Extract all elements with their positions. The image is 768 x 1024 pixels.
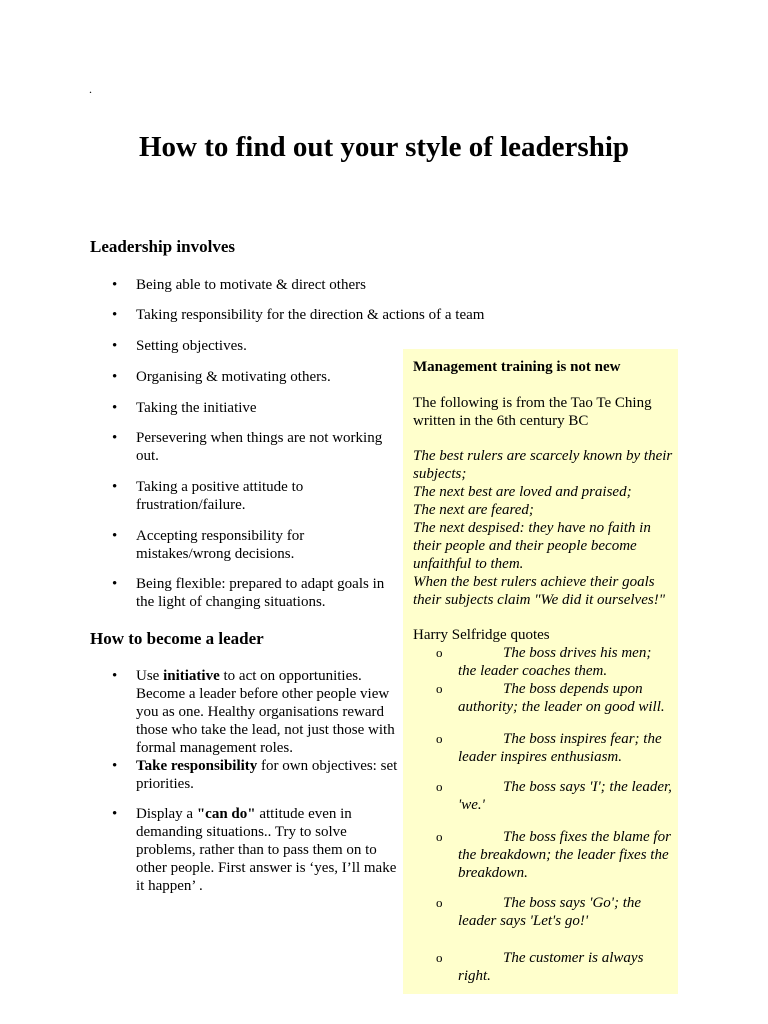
quote-text: The boss depends upon authority; the leader on good will.	[458, 681, 665, 715]
quotes-heading: Harry Selfridge quotes	[413, 627, 550, 643]
list-item-text: Use initiative to act on opportunities. Become a leader before other people view you as one. Healthy organisations reward those who take the lead, not just those with formal management roles.	[136, 668, 395, 756]
bullet-icon: •	[112, 528, 118, 544]
list-item-text: Being flexible: prepared to adapt goals in the light of changing situations.	[136, 576, 385, 610]
quote-text: The boss drives his men; the leader coaches them.	[458, 645, 652, 679]
quote-text: The boss says 'Go'; the leader says 'Let's go!'	[458, 895, 642, 929]
bullet-icon: •	[112, 338, 118, 354]
circle-bullet-icon: o	[436, 829, 443, 844]
list-item-text: Persevering when things are not working out.	[136, 430, 383, 464]
bullet-icon: •	[112, 369, 118, 385]
section-heading-become-leader: How to become a leader	[90, 629, 264, 648]
list-item-text: Accepting responsibility for mistakes/wrong decisions.	[136, 528, 305, 562]
circle-bullet-icon: o	[436, 731, 443, 746]
circle-bullet-icon: o	[436, 779, 443, 794]
section-heading-leadership-involves: Leadership involves	[90, 237, 235, 256]
bullet-icon: •	[112, 758, 118, 774]
tao-te-ching-poem	[413, 447, 675, 609]
page-title: How to find out your style of leadership	[138, 131, 630, 163]
bullet-icon: •	[112, 430, 118, 446]
bullet-icon: •	[112, 806, 118, 822]
poem-line: The next despised: they have no faith in their people and their people become unfaithful to them.	[413, 520, 651, 572]
poem-line: The best rulers are scarcely known by their subjects;	[413, 448, 673, 482]
poem-line: When the best rulers achieve their goals their subjects claim "We did it ourselves!"	[413, 574, 666, 608]
poem-line: The next are feared;	[413, 502, 534, 518]
quote-text: The boss inspires fear; the leader inspires enthusiasm.	[458, 731, 662, 765]
quote-text: The boss fixes the blame for the breakdown; the leader fixes the breakdown.	[458, 829, 671, 881]
sidebar-title: Management training is not new	[413, 359, 621, 375]
circle-bullet-icon: o	[436, 950, 443, 965]
circle-bullet-icon: o	[436, 681, 443, 696]
bullet-icon: •	[112, 668, 118, 684]
sidebar-intro: The following is from the Tao Te Ching written in the 6th century BC	[413, 395, 652, 429]
quote-text: The customer is always right.	[458, 950, 644, 984]
circle-bullet-icon: o	[436, 645, 443, 660]
quote-text: The boss says 'I'; the leader, 'we.'	[458, 779, 672, 813]
list-item-text: Taking a positive attitude to frustration/failure.	[136, 479, 304, 513]
list-item-text: Take responsibility for own objectives: set priorities.	[136, 758, 398, 792]
bullet-icon: •	[112, 479, 118, 495]
circle-bullet-icon: o	[436, 895, 443, 910]
bullet-icon: •	[112, 277, 118, 293]
bullet-icon: •	[112, 400, 118, 416]
bullet-icon: •	[112, 307, 118, 323]
poem-line: The next best are loved and praised;	[413, 484, 632, 500]
list-item-text: Taking responsibility for the direction & actions of a team	[136, 307, 485, 323]
bullet-icon: •	[112, 576, 118, 592]
list-item-text: Taking the initiative	[136, 400, 257, 416]
stray-dot: .	[89, 82, 92, 96]
list-item-text: Setting objectives.	[136, 338, 247, 354]
sidebar-box	[403, 349, 678, 994]
list-item-text: Organising & motivating others.	[136, 369, 331, 385]
list-item-text: Being able to motivate & direct others	[136, 277, 366, 293]
list-item-text: Display a "can do" attitude even in demanding situations.. Try to solve problems, rather than to pass them on to other people. First answer is ‘yes, I’ll make it happen’ .	[136, 806, 397, 894]
